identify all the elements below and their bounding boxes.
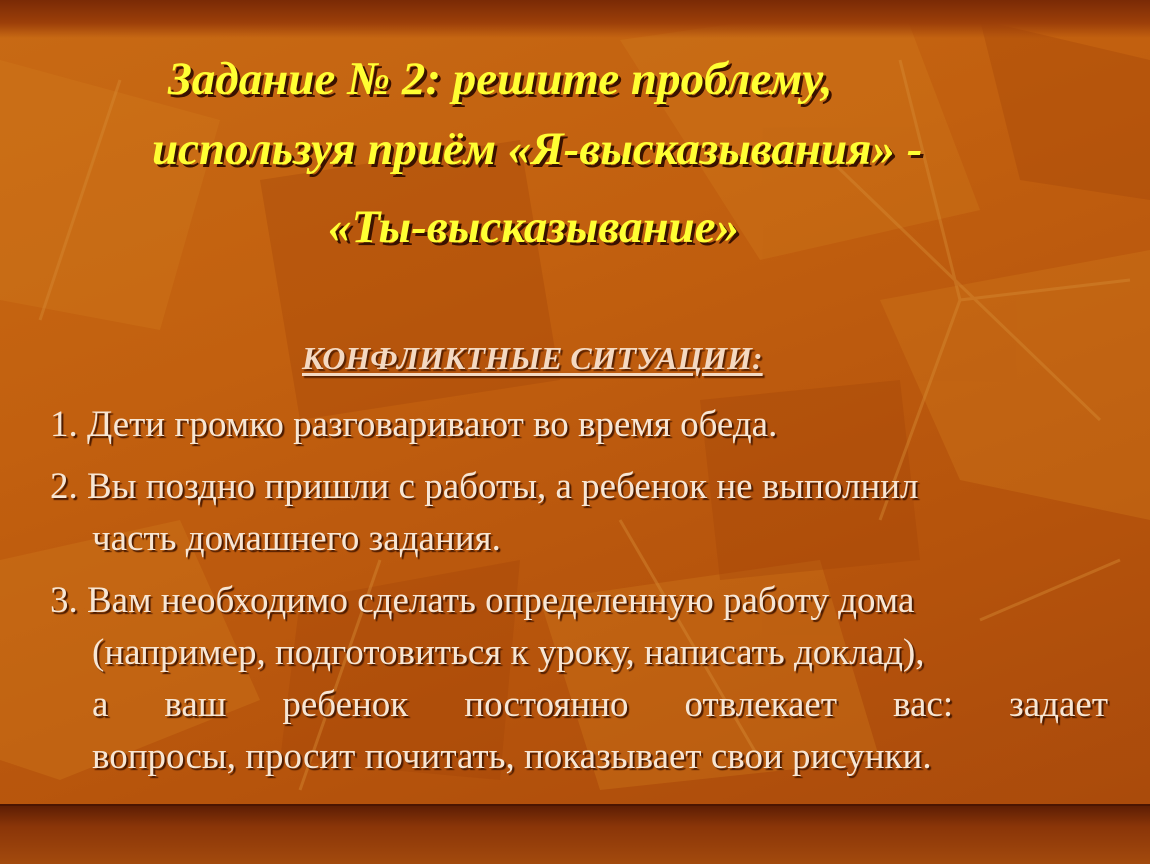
- list-item-1: 1. Дети громко разговаривают во время обеда.: [50, 404, 778, 445]
- list-item-3-line-4: вопросы, просит почитать, показывает свои рисунки.: [92, 736, 932, 777]
- list-item-3-line-2: (например, подготовиться к уроку, написать доклад),: [92, 632, 925, 673]
- title-line-2: используя приём «Я-высказывания» -: [152, 123, 923, 175]
- list-item-2-line-1: 2. Вы поздно пришли с работы, а ребенок не выполнил: [50, 466, 919, 507]
- list-item-3-line-3: а ваш ребенок постоянно отвлекает вас: задает: [92, 684, 1108, 725]
- title-line-1: Задание № 2: решите проблему,: [168, 53, 833, 105]
- list-item-2-line-2: часть домашнего задания.: [92, 518, 501, 559]
- list-item-3-line-1: 3. Вам необходимо сделать определенную работу дома: [50, 580, 915, 621]
- top-band: [0, 0, 1150, 38]
- title-line-3: «Ты-высказывание»: [328, 201, 740, 253]
- subheading: КОНФЛИКТНЫЕ СИТУАЦИИ:: [302, 340, 763, 376]
- bottom-band: [0, 806, 1150, 864]
